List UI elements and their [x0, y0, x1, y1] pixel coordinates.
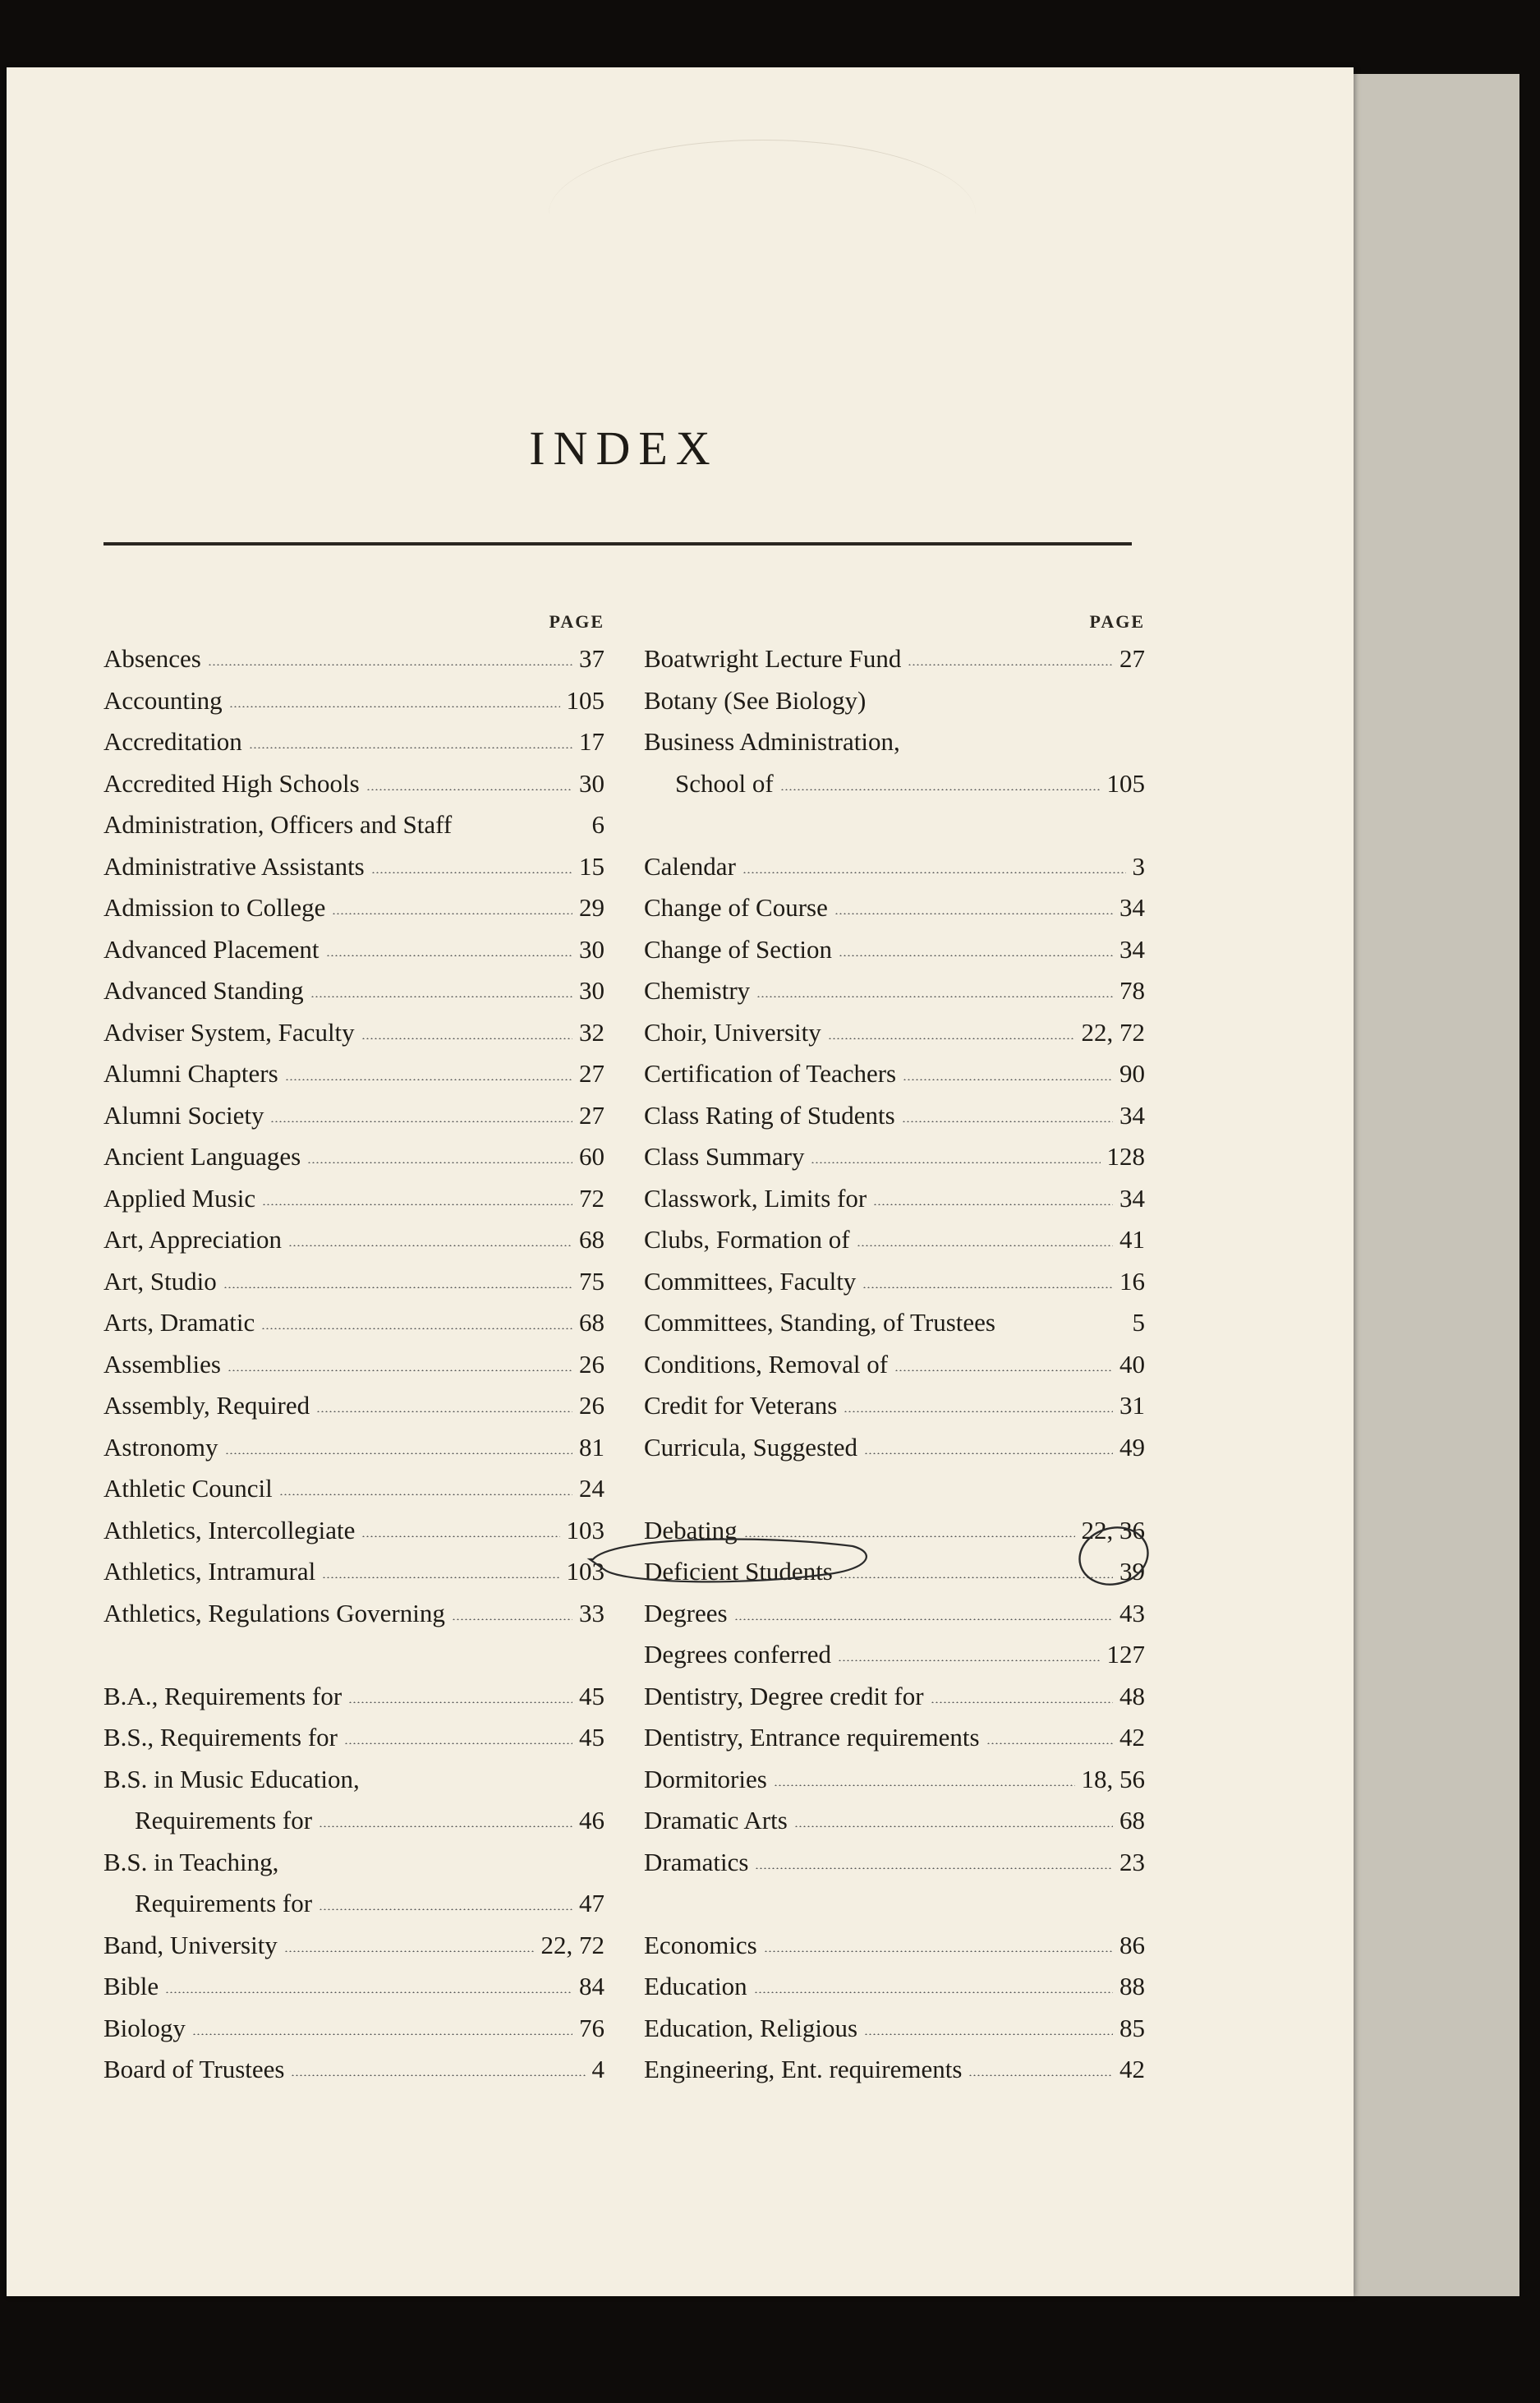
index-entry-page: 5 — [1132, 1308, 1145, 1337]
index-entry-label: Economics — [644, 1930, 757, 1959]
index-entry-label: Adviser System, Faculty — [103, 1017, 355, 1047]
dot-leader — [839, 955, 1113, 956]
index-entry — [103, 1800, 605, 1842]
index-entry-page: 128 — [1106, 1142, 1145, 1171]
index-entry-page: 88 — [1119, 1972, 1145, 2000]
index-entry — [103, 2049, 605, 2091]
dot-leader — [811, 1162, 1100, 1163]
index-entry-page: 17 — [579, 727, 605, 756]
dot-leader — [192, 2033, 572, 2035]
index-entry — [644, 929, 1145, 971]
index-entry-label: Art, Studio — [103, 1266, 217, 1296]
index-entry-page: 45 — [579, 1723, 605, 1752]
index-entry — [644, 1676, 1145, 1718]
index-entry-label: Clubs, Formation of — [644, 1225, 850, 1254]
index-entry-page: 75 — [579, 1266, 605, 1296]
index-entry-page: 24 — [579, 1474, 605, 1503]
index-entry — [644, 763, 1145, 805]
index-entry-label: Astronomy — [103, 1432, 218, 1462]
index-entry — [644, 680, 1145, 722]
index-entry-page: 127 — [1106, 1640, 1145, 1669]
index-entry-label: Arts, Dramatic — [103, 1308, 255, 1337]
index-entry-label: Dramatic Arts — [644, 1806, 788, 1834]
index-entry-label: Certification of Teachers — [644, 1059, 897, 1088]
dot-leader — [828, 1038, 1075, 1039]
index-entry-page: 48 — [1119, 1681, 1145, 1710]
index-entry-page: 81 — [579, 1432, 605, 1462]
index-entry-label: Credit for Veterans — [644, 1391, 838, 1420]
index-entry-page: 105 — [1106, 768, 1145, 798]
index-entry — [103, 763, 605, 805]
index-entry — [103, 1717, 605, 1759]
dot-leader — [862, 1287, 1113, 1288]
index-entry — [644, 1593, 1145, 1635]
dot-leader — [764, 1950, 1113, 1952]
index-entry-page: 84 — [579, 1972, 605, 2000]
index-entry — [644, 1344, 1145, 1386]
index-entry — [644, 887, 1145, 929]
index-entry-page: 33 — [579, 1598, 605, 1627]
dot-leader — [864, 2033, 1113, 2035]
index-entry-label: Admission to College — [103, 893, 326, 922]
page-column-header: PAGE — [1089, 611, 1145, 632]
dot-leader — [774, 1784, 1075, 1786]
index-entry — [644, 1427, 1145, 1469]
dot-leader — [361, 1038, 572, 1039]
index-entry — [644, 1385, 1145, 1427]
index-entry-label: Dentistry, Degree credit for — [644, 1681, 924, 1710]
index-entry-label: B.S. in Teaching, — [103, 1847, 279, 1876]
index-entry — [103, 846, 605, 888]
dot-leader — [307, 1162, 572, 1163]
index-entry-label: Classwork, Limits for — [644, 1183, 867, 1213]
index-entry-label: Dramatics — [644, 1847, 749, 1876]
index-entry — [644, 1178, 1145, 1220]
index-entry-page: 26 — [579, 1391, 605, 1420]
index-entry-label: B.S., Requirements for — [103, 1723, 338, 1752]
section-gap — [644, 1468, 1145, 1510]
dot-leader — [270, 1121, 572, 1122]
dot-leader — [319, 1825, 572, 1827]
index-entry-page: 103 — [566, 1515, 605, 1544]
index-entry-label: Bible — [103, 1972, 159, 2000]
index-entry — [644, 1759, 1145, 1801]
index-entry-label: School of — [675, 768, 774, 798]
index-entry — [103, 1261, 605, 1303]
index-entry-page: 42 — [1119, 1723, 1145, 1752]
index-entry-page: 39 — [1119, 1557, 1145, 1586]
index-entry-page: 22, 36 — [1081, 1515, 1145, 1544]
dot-leader — [223, 1287, 572, 1288]
dot-leader — [894, 1370, 1113, 1371]
index-entry — [103, 1593, 605, 1635]
index-entry-page: 49 — [1119, 1432, 1145, 1462]
index-entry — [644, 1302, 1145, 1344]
index-entry-page: 37 — [579, 644, 605, 673]
index-entry-page: 47 — [579, 1889, 605, 1917]
back-page-edge — [1331, 74, 1519, 2296]
index-entry-page: 27 — [579, 1059, 605, 1088]
index-entry-label: Athletics, Intramural — [103, 1557, 316, 1586]
index-entry-label: Curricula, Suggested — [644, 1432, 858, 1462]
index-entry-label: Accreditation — [103, 727, 242, 756]
index-entry — [103, 1551, 605, 1593]
dot-leader — [229, 706, 560, 707]
dot-leader — [319, 1908, 572, 1910]
index-entry — [644, 1966, 1145, 2008]
index-entry-label: Choir, University — [644, 1017, 821, 1047]
dot-leader — [754, 1991, 1113, 1993]
page-crease — [549, 140, 976, 288]
index-entry — [644, 1842, 1145, 1884]
index-entry — [644, 638, 1145, 680]
index-entry-label: Advanced Standing — [103, 976, 304, 1005]
section-gap — [644, 1883, 1145, 1925]
index-entry — [103, 1966, 605, 2008]
dot-leader — [288, 1245, 572, 1246]
dot-leader — [262, 1204, 572, 1205]
index-entry-label: Advanced Placement — [103, 934, 319, 964]
index-entry-page: 46 — [579, 1806, 605, 1834]
index-entry — [103, 887, 605, 929]
dot-leader — [326, 955, 572, 956]
dot-leader — [322, 1577, 559, 1578]
index-entry-page: 68 — [1119, 1806, 1145, 1834]
index-entry-page: 30 — [579, 976, 605, 1005]
index-entry-label: Athletic Council — [103, 1474, 273, 1503]
index-entry-label: Class Rating of Students — [644, 1100, 895, 1130]
index-entry-label: Degrees conferred — [644, 1640, 832, 1669]
dot-leader — [742, 872, 1126, 873]
dot-leader — [903, 1079, 1113, 1080]
index-entry-page: 76 — [579, 2013, 605, 2042]
index-entry-page: 22, 72 — [540, 1930, 605, 1959]
index-entry — [644, 1053, 1145, 1095]
index-entry-page: 18, 56 — [1081, 1764, 1145, 1793]
index-entry-page: 40 — [1119, 1349, 1145, 1379]
index-entry-page: 29 — [579, 893, 605, 922]
dot-leader — [228, 1370, 572, 1371]
index-entry-label: Committees, Faculty — [644, 1266, 857, 1296]
index-entry-page: 78 — [1119, 976, 1145, 1005]
index-entry-label: Business Administration, — [644, 727, 900, 756]
dot-leader — [844, 1411, 1113, 1412]
index-entry-page: 4 — [591, 2055, 605, 2083]
index-entry — [644, 721, 1145, 763]
index-entry-page: 23 — [1119, 1847, 1145, 1876]
section-gap — [103, 1634, 605, 1676]
dot-leader — [279, 1494, 572, 1495]
index-entry — [103, 1053, 605, 1095]
index-entry-label: Assemblies — [103, 1349, 221, 1379]
index-entry-label: Dormitories — [644, 1764, 767, 1793]
index-entry-label: Athletics, Regulations Governing — [103, 1598, 445, 1627]
index-entry-page: 85 — [1119, 2013, 1145, 2042]
page-title: INDEX — [529, 421, 719, 475]
index-entry — [644, 1800, 1145, 1842]
dot-leader — [165, 1991, 572, 1993]
dot-leader — [908, 664, 1113, 665]
index-entry-label: Ancient Languages — [103, 1142, 301, 1171]
index-entry-label: Education — [644, 1972, 747, 2000]
index-entry-label: Committees, Standing, of Trustees — [644, 1308, 995, 1337]
index-entry-label: B.S. in Music Education, — [103, 1764, 360, 1793]
index-entry — [644, 846, 1145, 888]
dot-leader — [291, 2074, 585, 2076]
index-entry — [644, 1219, 1145, 1261]
index-entry-label: Calendar — [644, 851, 736, 881]
index-entry-label: B.A., Requirements for — [103, 1681, 342, 1710]
index-entry-page: 43 — [1119, 1598, 1145, 1627]
index-entry-label: Botany (See Biology) — [644, 685, 867, 715]
index-entry-label: Dentistry, Entrance requirements — [644, 1723, 980, 1752]
index-entry-page: 60 — [579, 1142, 605, 1171]
pen-circle-annotation — [582, 1520, 1173, 1594]
dot-leader — [348, 1701, 572, 1703]
index-entry-page: 68 — [579, 1308, 605, 1337]
index-entry — [103, 804, 605, 846]
index-entry — [644, 1261, 1145, 1303]
index-entry-label: Accounting — [103, 685, 223, 715]
dot-leader — [756, 996, 1113, 997]
index-entry — [103, 1219, 605, 1261]
index-entry-page: 30 — [579, 934, 605, 964]
index-entry — [644, 1012, 1145, 1054]
dot-leader — [316, 1411, 572, 1412]
index-entry-label: Band, University — [103, 1930, 278, 1959]
index-entry-label: Chemistry — [644, 976, 751, 1005]
index-entry — [103, 1012, 605, 1054]
index-entry-label: Administration, Officers and Staff — [103, 810, 453, 839]
index-entry — [644, 1925, 1145, 1967]
index-entry-label: Boatwright Lecture Fund — [644, 644, 902, 673]
dot-leader — [332, 913, 572, 914]
index-entry — [644, 1136, 1145, 1178]
index-entry-page: 103 — [566, 1557, 605, 1586]
dot-leader — [208, 664, 572, 665]
index-entry — [644, 1095, 1145, 1137]
index-entries-left — [103, 638, 605, 2091]
index-entry-page: 105 — [566, 685, 605, 715]
index-entry-page: 68 — [579, 1225, 605, 1254]
dot-leader — [344, 1742, 572, 1744]
index-column-left — [103, 605, 605, 2091]
index-entry — [103, 1344, 605, 1386]
index-entry-page: 72 — [579, 1183, 605, 1213]
index-entry-page: 26 — [579, 1349, 605, 1379]
index-entry — [103, 721, 605, 763]
index-entry-page: 3 — [1132, 851, 1145, 881]
index-entry-label: Assembly, Required — [103, 1391, 310, 1420]
index-entry-label: Alumni Chapters — [103, 1059, 278, 1088]
dot-leader — [864, 1452, 1113, 1454]
dot-leader — [734, 1618, 1113, 1620]
index-entry-page: 34 — [1119, 893, 1145, 922]
index-entry — [103, 1883, 605, 1925]
index-entry — [103, 929, 605, 971]
index-entry — [103, 1676, 605, 1718]
index-entry — [103, 1468, 605, 1510]
dot-leader — [225, 1452, 573, 1454]
index-entry-label: Applied Music — [103, 1183, 256, 1213]
index-entry — [644, 2008, 1145, 2050]
index-entry — [644, 1717, 1145, 1759]
dot-leader — [857, 1245, 1113, 1246]
index-entry — [103, 1302, 605, 1344]
index-entry-page: 31 — [1119, 1391, 1145, 1420]
index-entry-page: 34 — [1119, 1100, 1145, 1130]
index-entry — [644, 970, 1145, 1012]
index-entry-label: Board of Trustees — [103, 2055, 285, 2083]
index-entry-page: 34 — [1119, 1183, 1145, 1213]
index-entry-label: Education, Religious — [644, 2013, 858, 2042]
index-entry — [103, 1136, 605, 1178]
index-entry-label: Accredited High Schools — [103, 768, 360, 798]
dot-leader — [310, 996, 572, 997]
index-entry-page: 86 — [1119, 1930, 1145, 1959]
index-entry-page: 45 — [579, 1681, 605, 1710]
index-entry-label: Requirements for — [135, 1889, 313, 1917]
dot-leader — [249, 747, 572, 748]
index-entry-label: Degrees — [644, 1598, 728, 1627]
index-entry-label: Engineering, Ent. requirements — [644, 2055, 963, 2083]
index-entries-right — [644, 638, 1145, 2091]
dot-leader — [755, 1867, 1113, 1869]
dot-leader — [361, 1535, 559, 1537]
title-rule — [103, 542, 1132, 546]
index-entry-page: 6 — [591, 810, 605, 839]
dot-leader — [780, 789, 1101, 790]
index-entry-label: Debating — [644, 1515, 738, 1544]
index-entry-label: Absences — [103, 644, 201, 673]
dot-leader — [873, 1204, 1113, 1205]
dot-leader — [902, 1121, 1113, 1122]
index-entry — [103, 2008, 605, 2050]
index-entry — [644, 2049, 1145, 2091]
index-entry — [103, 1427, 605, 1469]
index-entry — [103, 638, 605, 680]
index-column-right — [644, 605, 1145, 2091]
index-entry — [103, 1842, 605, 1884]
index-entry-label: Athletics, Intercollegiate — [103, 1515, 356, 1544]
index-entry-page: 16 — [1119, 1266, 1145, 1296]
index-entry-label: Requirements for — [135, 1806, 313, 1834]
index-entry-page: 90 — [1119, 1059, 1145, 1088]
section-gap — [644, 804, 1145, 846]
index-entry-page: 30 — [579, 768, 605, 798]
page-column-header: PAGE — [549, 611, 605, 632]
index-entry — [103, 1385, 605, 1427]
dot-leader — [834, 913, 1113, 914]
dot-leader — [986, 1742, 1113, 1744]
index-entry-label: Administrative Assistants — [103, 851, 365, 881]
index-entry-page: 27 — [579, 1100, 605, 1130]
index-entry-label: Class Summary — [644, 1142, 805, 1171]
index-entry-page: 34 — [1119, 934, 1145, 964]
dot-leader — [452, 1618, 572, 1620]
index-entry-label: Alumni Society — [103, 1100, 264, 1130]
dot-leader — [371, 872, 572, 873]
index-entry-page: 15 — [579, 851, 605, 881]
dot-leader — [366, 789, 572, 790]
index-entry — [103, 1510, 605, 1552]
index-page — [7, 67, 1354, 2296]
index-entry — [103, 1178, 605, 1220]
index-entry — [644, 1634, 1145, 1676]
dot-leader — [838, 1660, 1100, 1661]
index-entry-label: Change of Section — [644, 934, 833, 964]
index-entry-label: Deficient Students — [644, 1557, 833, 1586]
index-entry — [103, 1925, 605, 1967]
index-entry-page: 27 — [1119, 644, 1145, 673]
dot-leader — [794, 1825, 1113, 1827]
dot-leader — [261, 1328, 572, 1329]
index-entry-page: 41 — [1119, 1225, 1145, 1254]
index-entry-page: 42 — [1119, 2055, 1145, 2083]
dot-leader — [284, 1950, 535, 1952]
index-entry-label: Conditions, Removal of — [644, 1349, 889, 1379]
index-entry — [103, 1095, 605, 1137]
index-entry-page: 22, 72 — [1081, 1017, 1145, 1047]
index-entry-label: Biology — [103, 2013, 186, 2042]
dot-leader — [285, 1079, 572, 1080]
index-entry-label: Art, Appreciation — [103, 1225, 282, 1254]
index-entry — [103, 970, 605, 1012]
index-entry — [103, 1759, 605, 1801]
index-entry — [103, 680, 605, 722]
dot-leader — [931, 1701, 1113, 1703]
dot-leader — [968, 2074, 1113, 2076]
index-entry-page: 32 — [579, 1017, 605, 1047]
index-entry-label: Change of Course — [644, 893, 828, 922]
